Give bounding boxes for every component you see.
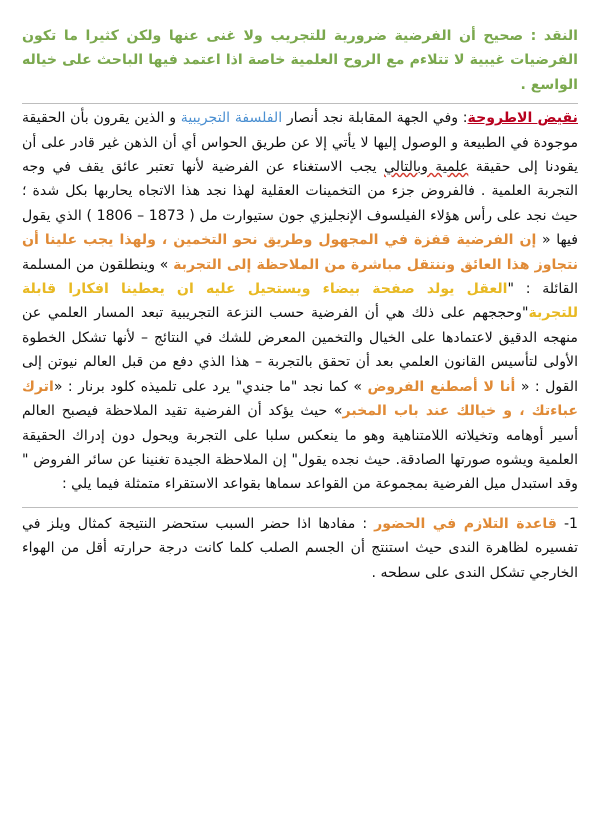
critique-paragraph (22, 24, 578, 97)
antithesis-text-6: ) الذي يقول فيها « (22, 207, 578, 249)
antithesis-text-10: » حيث يؤكد أن الفرضية تقيد الملاحظة فيصبح العالم أسير أوهامه وتخيلاته اللامتناهية وهو ما ينعكس سلبا على التجربة ويحول دون إدراك الحقيقة العلمية ويشوه صورتها الصادقة. حيث نجده يقول" إن الملاحظة الجيدة تغنينا عن سائر الفروض " وقد استبدل ميل الفرضية بمجموعة من القواعد سماها بقواعد الاستقراء متمثلة فيما يلي : (22, 403, 578, 493)
empiricism-term: الفلسفة التجريبية (180, 110, 283, 127)
spellcheck-underlined-phrase: علمية وبالتالي (383, 159, 469, 176)
empiricist-postulate: العقل يولد صفحة بيضاء ويستحيل عليه ان يعطينا افكارا قابلة للتجربة (22, 281, 578, 322)
antithesis-text-3: و الذين يقرون بأن الحقيقة موجودة في الطبيعة و الوصول إليها لا يأتي إلا عن طريق الحواس أي أن الذهن غير قادر على أن يقودنا إلى حقيقة (22, 110, 579, 176)
antithesis-text-5: يجب الاستغناء عن الفرضية لأنها تعتبر عائق يقف في وجه التجربة العلمية . فالفروض جزء من التخمينات العقلية لهذا نجد هذا الاتجاه يحاربها بكل شدة ؛ حيث نجد على رأس هؤلاء الفيلسوف الإنجليزي جون ستيوارت مل ( (22, 159, 579, 224)
antithesis-text-7: » وينطلقون من المسلمة القائلة : " (22, 256, 578, 298)
rule-1-number: 1- (563, 515, 579, 532)
antithesis-paragraph (22, 103, 578, 497)
critique-text: النقد : صحيح أن الفرضية ضرورية للتجريب ولا غنى عنها ولكن كثيرا ما تكون الفرضيات غيبية لا تتلاءم مع الروح العلمية خاصة اذا اعتمد فيها الباحث على خياله الواسع . (22, 28, 578, 93)
mill-years: 1806 – 1873 (96, 207, 185, 224)
newton-quote: أنا لا أصطنع الفروض (367, 378, 516, 395)
rule-1-paragraph (22, 507, 578, 585)
rule-1-title: قاعدة التلازم في الحضور (374, 515, 557, 532)
magendie-quote: اترك عباءتك ، و خيالك عند باب المخبر (22, 378, 579, 420)
antithesis-text-1: : وفي الجهة المقابلة نجد أنصار (282, 110, 468, 127)
antithesis-text-9: » كما نجد "ما جندي" يرد على تلميذه كلود برنار : « (53, 378, 368, 395)
antithesis-text-8: "وحججهم على ذلك هي أن الفرضية حسب النزعة التجريبية تبعد المسار العلمي عن منهجه الدقيق لاعتمادها على الخيال والتخمين المعرض للشك في النتائج – لأنها تشكل الخطوة الأولى لتأسيس القانون العلمي بعد أن تحقق بالتجربة – هذا الذي دفع من قبل العالم نيوتن إلى القول : « (22, 305, 578, 395)
antithesis-title: نقيض الاطروحة (467, 110, 578, 127)
rule-1-text: : مفادها اذا حضر السبب ستحضر النتيجة كمثال ويلز في تفسيره لظاهرة الندى حيث استنتج أن الجسم الصلب كلما كانت درجة حرارته أقل من الهواء الخارجي تشكل الندى على سطحه . (22, 515, 578, 581)
mill-quote: إن الفرضية قفزة في المجهول وطريق نحو التخمين ، ولهذا يجب علينا أن نتجاوز هذا العائق وننتقل مباشرة من الملاحظة إلى التجربة (22, 232, 578, 273)
document-body (22, 24, 578, 585)
